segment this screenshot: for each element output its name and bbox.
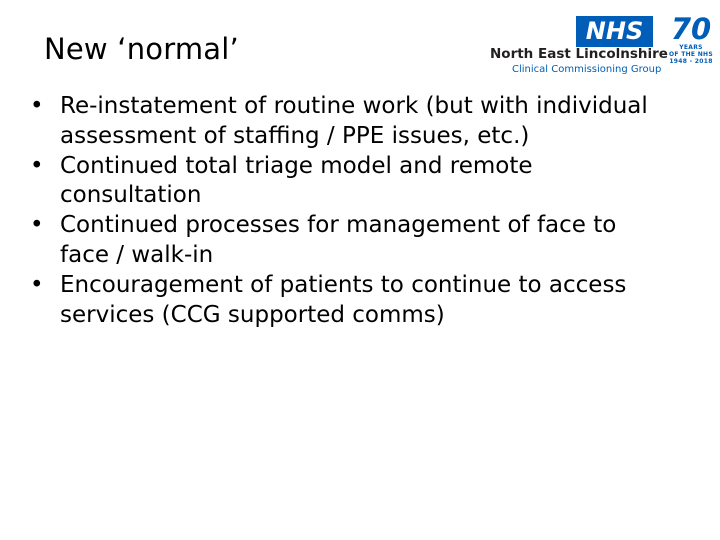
anniversary-line-1: YEARS	[679, 44, 703, 51]
bullet-marker: •	[30, 212, 44, 239]
nhs-70-anniversary-logo	[668, 14, 714, 78]
bullet-item	[28, 92, 668, 152]
anniversary-number: 70	[670, 12, 712, 46]
nhs-ccg-logo	[488, 14, 714, 80]
bullet-list	[28, 92, 668, 330]
anniversary-line-3: 1948 - 2018	[669, 58, 713, 65]
bullet-text: Re-instatement of routine work (but with individual assessment of staffing / PPE issues, etc.)	[60, 93, 648, 149]
anniversary-line-2: OF THE NHS	[669, 51, 713, 58]
bullet-text: Continued processes for management of face to face / walk-in	[60, 212, 617, 268]
bullet-item	[28, 152, 668, 212]
bullet-marker: •	[30, 271, 44, 298]
slide-title: New ‘normal’	[44, 32, 239, 66]
bullet-text: Continued total triage model and remote consultation	[60, 152, 533, 209]
organisation-subtitle: Clinical Commissioning Group	[512, 64, 662, 75]
nhs-logo: NHS	[576, 16, 653, 47]
bullet-item	[28, 211, 668, 271]
bullet-marker: •	[30, 93, 44, 119]
bullet-text: Encouragement of patients to continue to access services (CCG supported comms)	[60, 271, 627, 328]
organisation-name: North East Lincolnshire	[490, 46, 668, 62]
bullet-item	[28, 271, 668, 331]
bullet-marker: •	[30, 152, 44, 179]
